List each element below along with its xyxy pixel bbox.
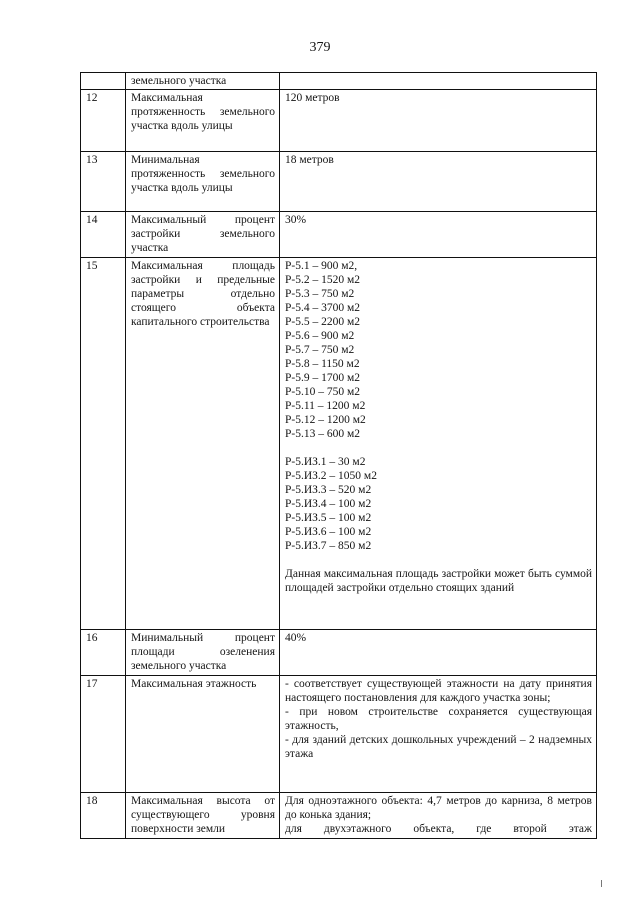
zone-area-item: Р-5.8 – 1150 м2 [285,358,360,370]
row-number: 16 [81,630,126,676]
zone-area-item: Р-5.6 – 900 м2 [285,330,355,342]
zone-area-item: Р-5.ИЗ.7 – 850 м2 [285,540,372,552]
parameter-name: Максимальная протяженность земельного участка вдоль улицы [126,90,280,152]
zone-area-item: Р-5.7 – 750 м2 [285,344,355,356]
parameter-name: Максимальная высота от существующего уровня поверхности земли [126,793,280,839]
scan-mark [601,880,602,887]
row-number [81,73,126,90]
zone-area-item: Р-5.ИЗ.4 – 100 м2 [285,498,372,510]
parameter-name: Максимальная этажность [126,676,280,793]
parameters-table [80,72,597,839]
zone-area-item: Р-5.ИЗ.3 – 520 м2 [285,484,372,496]
row-number: 18 [81,793,126,839]
zone-area-list-iz [285,455,592,553]
zone-area-list [285,259,592,441]
zone-area-item: Р-5.9 – 1700 м2 [285,372,361,384]
zone-area-item: Р-5.ИЗ.2 – 1050 м2 [285,470,377,482]
row-number: 12 [81,90,126,152]
parameter-name: Максимальный процент застройки земельного участка [126,212,280,258]
parameter-name: Минимальный процент площади озеленения земельного участка [126,630,280,676]
table-row [81,152,597,212]
zone-area-item: Р-5.10 – 750 м2 [285,386,361,398]
parameter-name: Максимальная площадь застройки и предельные параметры отдельно стоящего объекта капитального строительства [126,258,280,630]
parameter-value [280,258,597,630]
parameter-value: 30% [280,212,597,258]
parameter-value [280,73,597,90]
zone-area-item: Р-5.11 – 1200 м2 [285,400,366,412]
row-number: 17 [81,676,126,793]
table-row [81,676,597,793]
table-row [81,212,597,258]
zone-area-item: Р-5.ИЗ.6 – 100 м2 [285,526,372,538]
parameter-name: Минимальная протяженность земельного участка вдоль улицы [126,152,280,212]
parameter-value [280,676,597,793]
value-item: для двухэтажного объекта, где второй этаж [285,823,592,835]
zone-area-item: Р-5.13 – 600 м2 [285,428,361,440]
table-row [81,793,597,839]
zone-area-item: Р-5.4 – 3700 м2 [285,302,361,314]
table-row [81,258,597,630]
area-note: Данная максимальная площадь застройки может быть суммой площадей застройки отдельно стоящих зданий [285,568,592,594]
parameter-name: земельного участка [126,73,280,90]
value-item: - для зданий детских дошкольных учреждений – 2 надземных этажа [285,734,592,760]
zone-area-item: Р-5.5 – 2200 м2 [285,316,361,328]
parameter-value: 120 метров [280,90,597,152]
value-item: - соответствует существующей этажности на дату принятия настоящего постановления для каждого участка зоны; [285,678,592,704]
parameter-value: 18 метров [280,152,597,212]
zone-area-item: Р-5.1 – 900 м2, [285,260,358,272]
zone-area-item: Р-5.ИЗ.5 – 100 м2 [285,512,372,524]
parameter-value: 40% [280,630,597,676]
value-item: - при новом строительстве сохраняется существующая этажность, [285,706,592,732]
value-item: Для одноэтажного объекта: 4,7 метров до карниза, 8 метров до конька здания; [285,795,592,821]
zone-area-item: Р-5.ИЗ.1 – 30 м2 [285,456,366,468]
parameter-value [280,793,597,839]
zone-area-item: Р-5.2 – 1520 м2 [285,274,361,286]
table-row [81,90,597,152]
row-number: 14 [81,212,126,258]
row-number: 15 [81,258,126,630]
zone-area-item: Р-5.3 – 750 м2 [285,288,355,300]
page-number: 379 [309,40,331,55]
table-row [81,73,597,90]
row-number: 13 [81,152,126,212]
table-row [81,630,597,676]
zone-area-item: Р-5.12 – 1200 м2 [285,414,366,426]
